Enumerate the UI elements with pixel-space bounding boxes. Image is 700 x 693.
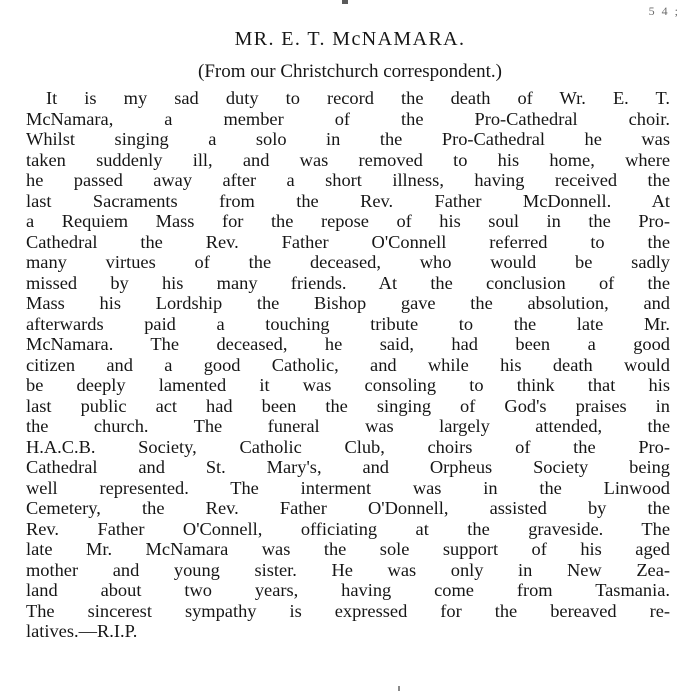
body-line: The sincerest sympathy is expressed for the bereaved re- (26, 600, 670, 621)
body-line: last Sacraments from the Rev. Father McDonnell. At (26, 190, 670, 211)
body-line: a Requiem Mass for the repose of his soul in the Pro- (26, 211, 670, 231)
body-line: missed by his many friends. At the conclusion of the (26, 272, 670, 293)
body-line: McNamara, a member of the Pro-Cathedral choir. (26, 108, 670, 129)
body-line: H.A.C.B. Society, Catholic Club, choirs of the Pro- (26, 436, 670, 457)
body-line: well represented. The interment was in the Linwood (26, 477, 670, 498)
body-line: late Mr. McNamara was the sole support of his aged (26, 539, 670, 559)
body-line: be deeply lamented it was consoling to think that his (26, 375, 670, 395)
body-line: taken suddenly ill, and was removed to his home, where (26, 149, 670, 170)
body-line: latives.—R.I.P. (26, 621, 138, 641)
body-line: Cemetery, the Rev. Father O'Donnell, assisted by the (26, 498, 670, 518)
article-body (26, 88, 670, 642)
body-line: Cathedral the Rev. Father O'Connell referred to the (26, 231, 670, 252)
ink-speck (398, 686, 400, 691)
body-line: afterwards paid a touching tribute to the late Mr. (26, 313, 670, 334)
body-line: Rev. Father O'Connell, officiating at the graveside. The (26, 518, 670, 539)
body-line: mother and young sister. He was only in New Zea- (26, 559, 670, 580)
body-line: the church. The funeral was largely attended, the (26, 416, 670, 436)
body-line: McNamara. The deceased, he said, had been a good (26, 334, 670, 354)
corner-mark: 5 4 ; (648, 4, 680, 18)
body-line: land about two years, having come from Tasmania. (26, 580, 670, 600)
body-line: many virtues of the deceased, who would be sadly (26, 252, 670, 272)
article-subtitle: (From our Christchurch correspondent.) (198, 61, 502, 82)
body-line: he passed away after a short illness, having received the (26, 170, 670, 190)
body-line: last public act had been the singing of God's praises in (26, 395, 670, 416)
body-line: Mass his Lordship the Bishop gave the absolution, and (26, 293, 670, 313)
article-title: MR. E. T. McNAMARA. (234, 28, 466, 50)
body-line: citizen and a good Catholic, and while his death would (26, 354, 670, 375)
body-line: It is my sad duty to record the death of Wr. E. T. (46, 88, 670, 108)
body-line: Cathedral and St. Mary's, and Orpheus Society being (26, 457, 670, 477)
body-line: Whilst singing a solo in the Pro-Cathedral he was (26, 129, 670, 149)
ink-speck (342, 0, 348, 4)
